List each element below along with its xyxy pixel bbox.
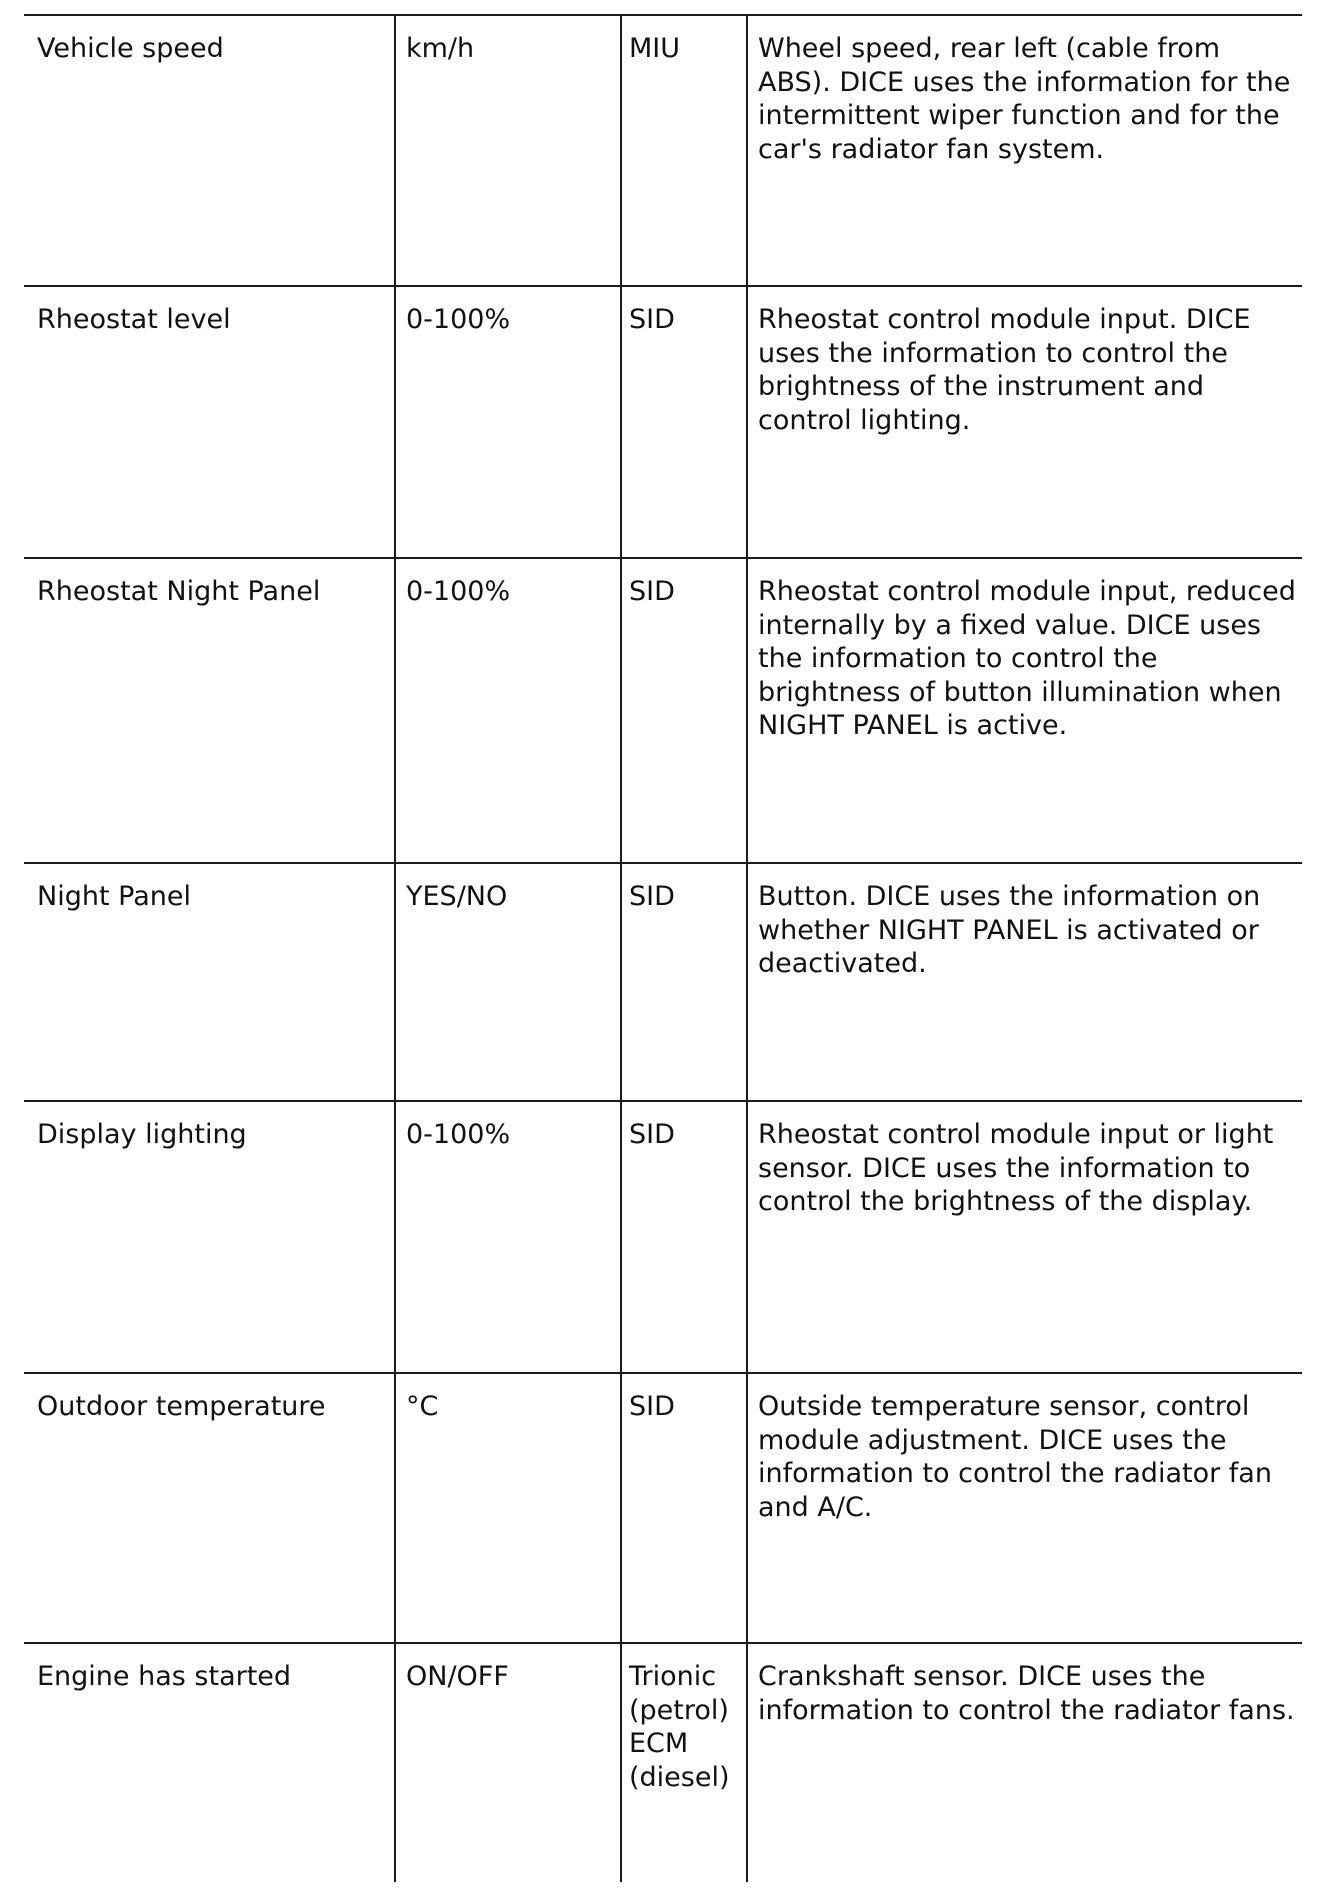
- source-cell: SID: [620, 1102, 746, 1372]
- unit-cell: ON/OFF: [394, 1644, 620, 1882]
- unit-cell: km/h: [394, 16, 620, 285]
- description-cell: Rheostat control module input, reduced internally by a fixed value. DICE uses the information to control the brightness of button illumination when NIGHT PANEL is active.: [746, 559, 1302, 862]
- table-row: [24, 1372, 1302, 1642]
- signal-name-cell: Engine has started: [37, 1661, 292, 1692]
- table-row: [24, 862, 1302, 1100]
- table-row: [24, 557, 1302, 862]
- description-cell: Wheel speed, rear left (cable from ABS). DICE uses the information for the intermittent wiper function and for the car's radiator fan system.: [746, 16, 1302, 285]
- signal-name-cell: Night Panel: [37, 881, 191, 912]
- description-cell: Crankshaft sensor. DICE uses the information to control the radiator fans.: [746, 1644, 1302, 1882]
- source-cell: SID: [620, 1374, 746, 1642]
- signal-name-cell: Display lighting: [37, 1119, 247, 1150]
- source-cell: Trionic (petrol) ECM (diesel): [620, 1644, 746, 1882]
- signal-table: [24, 14, 1302, 1882]
- description-cell: Rheostat control module input or light sensor. DICE uses the information to control the brightness of the display.: [746, 1102, 1302, 1372]
- unit-cell: 0-100%: [394, 1102, 620, 1372]
- table-row: [24, 1642, 1302, 1882]
- table-row: [24, 1100, 1302, 1372]
- description-cell: Rheostat control module input. DICE uses the information to control the brightness of the instrument and control lighting.: [746, 287, 1302, 557]
- signal-name-cell: Rheostat level: [37, 304, 231, 335]
- source-cell: MIU: [620, 16, 746, 285]
- source-cell: SID: [620, 559, 746, 862]
- unit-cell: °C: [394, 1374, 620, 1642]
- signal-name-cell: Outdoor temperature: [37, 1391, 326, 1422]
- description-cell: Outside temperature sensor, control module adjustment. DICE uses the information to control the radiator fan and A/C.: [746, 1374, 1302, 1642]
- table-row: [24, 14, 1302, 285]
- unit-cell: 0-100%: [394, 287, 620, 557]
- description-cell: Button. DICE uses the information on whether NIGHT PANEL is activated or deactivated.: [746, 864, 1302, 1100]
- source-cell: SID: [620, 287, 746, 557]
- signal-name-cell: Vehicle speed: [37, 33, 224, 64]
- source-cell: SID: [620, 864, 746, 1100]
- signal-name-cell: Rheostat Night Panel: [37, 576, 321, 607]
- table-row: [24, 285, 1302, 557]
- unit-cell: YES/NO: [394, 864, 620, 1100]
- unit-cell: 0-100%: [394, 559, 620, 862]
